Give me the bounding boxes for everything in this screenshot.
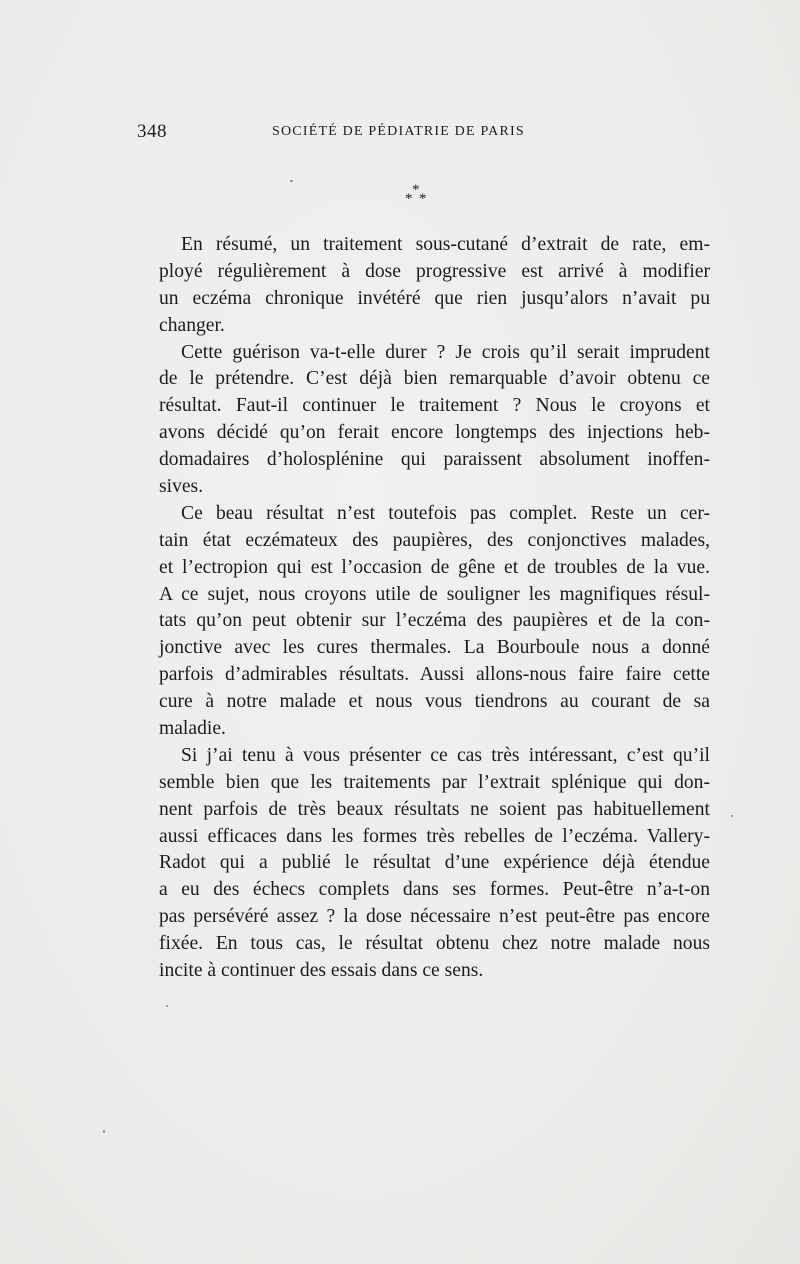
text-line: un eczéma chronique invétéré que rien jusqu’alors n’avait pu	[159, 287, 710, 309]
paper-speck	[166, 1005, 168, 1007]
paragraph-conclusion	[137, 743, 710, 985]
page-number: 348	[137, 121, 167, 142]
text-line: incite à continuer des essais dans ce sens.	[159, 960, 484, 982]
text-line: tain état eczémateux des paupières, des conjonctives malades,	[159, 529, 710, 551]
text-line: domadaires d’holosplénine qui paraissent absolument inoffen-	[159, 449, 710, 471]
paragraph-incomplete-result	[137, 501, 710, 743]
paragraph-summary	[137, 232, 710, 340]
text-line: semble bien que les traitements par l’extrait splénique qui don-	[159, 771, 710, 793]
asterisk-left: *	[405, 191, 413, 207]
text-line: tats qu’on peut obtenir sur l’eczéma des paupières et de la con-	[159, 610, 710, 632]
text-line: changer.	[159, 314, 225, 336]
text-line: résultat. Faut-il continuer le traitement ? Nous le croyons et	[159, 395, 710, 417]
paper-speck	[731, 815, 733, 817]
page-header	[137, 121, 707, 145]
text-line: parfois d’admirables résultats. Aussi allons-nous faire faire cette	[159, 664, 710, 686]
text-line: sives.	[159, 476, 204, 498]
text-line: Si j’ai tenu à vous présenter ce cas très intéressant, c’est qu’il	[181, 744, 710, 766]
text-line: Radot qui a publié le résultat d’une expérience déjà étendue	[159, 852, 710, 874]
paragraph-durability	[137, 340, 710, 501]
text-line: maladie.	[159, 718, 226, 740]
text-line: nent parfois de très beaux résultats ne soient pas habituellement	[159, 798, 710, 820]
text-line: Cette guérison va-t-elle durer ? Je crois qu’il serait imprudent	[181, 341, 710, 363]
text-line: jonctive avec les cures thermales. La Bourboule nous a donné	[159, 637, 710, 659]
text-line: cure à notre malade et nous vous tiendrons au courant de sa	[159, 691, 710, 713]
asterisk-top: *	[412, 182, 420, 198]
paper-speck	[290, 180, 293, 182]
text-line: fixée. En tous cas, le résultat obtenu chez notre malade nous	[159, 933, 710, 955]
text-line: aussi efficaces dans les formes très rebelles de l’eczéma. Vallery-	[159, 825, 710, 847]
running-title: SOCIÉTÉ DE PÉDIATRIE DE PARIS	[272, 124, 525, 139]
text-line: pas persévéré assez ? la dose nécessaire n’est peut-être pas encore	[159, 906, 710, 928]
paper-speck	[103, 1130, 105, 1133]
text-line: Ce beau résultat n’est toutefois pas complet. Reste un cer-	[181, 502, 710, 524]
text-line: avons décidé qu’on ferait encore longtemps des injections heb-	[159, 422, 710, 444]
body-text	[137, 232, 710, 985]
text-line: ployé régulièrement à dose progressive est arrivé à modifier	[159, 260, 710, 282]
text-line: a eu des échecs complets dans ses formes. Peut-être n’a-t-on	[159, 879, 710, 901]
text-line: et l’ectropion qui est l’occasion de gêne et de troubles de la vue.	[159, 556, 710, 578]
section-asterism	[405, 183, 435, 213]
text-line: En résumé, un traitement sous-cutané d’extrait de rate, em-	[181, 234, 710, 255]
text-line: A ce sujet, nous croyons utile de souligner les magnifiques résul-	[159, 583, 710, 605]
asterisk-right: *	[419, 191, 427, 207]
text-line: de le prétendre. C’est déjà bien remarquable d’avoir obtenu ce	[159, 368, 710, 390]
